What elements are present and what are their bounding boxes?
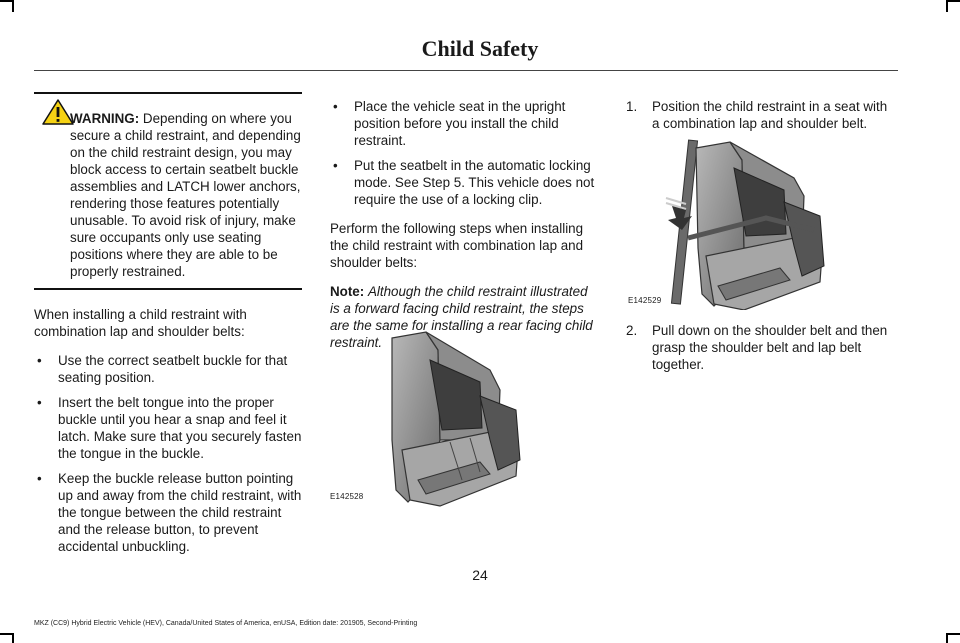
- warning-label: WARNING:: [70, 111, 140, 126]
- list-item: • Put the seatbelt in the automatic locking mode. See Step 5. This vehicle does not require the use of a locking clip.: [330, 157, 600, 208]
- column-right: [626, 98, 898, 142]
- steps-intro: Perform the following steps when installing the child restraint with combination lap and shoulder belts:: [330, 221, 584, 270]
- child-seat-belt-figure: [626, 138, 898, 310]
- step-text: Pull down on the shoulder belt and then grasp the shoulder belt and lap belt together.: [652, 323, 888, 372]
- child-seat-illustration: [330, 330, 600, 508]
- crop-mark: [946, 0, 948, 12]
- list-item: • Place the vehicle seat in the upright position before you install the child restraint.: [330, 98, 600, 149]
- page-number: 24: [472, 567, 488, 583]
- list-item: • Keep the buckle release button pointing up and away from the child restraint, with the tongue between the child restraint and the release button, to prevent accidental unbuckling.: [34, 470, 302, 555]
- footer-text: MKZ (CC9) Hybrid Electric Vehicle (HEV), Canada/United States of America, enUSA, Edition date: 201905, Second-Printing: [34, 620, 418, 627]
- numbered-list: [626, 98, 898, 132]
- child-seat-figure: [330, 330, 600, 508]
- figure-code: E142529: [628, 296, 662, 305]
- crop-mark: [0, 0, 12, 2]
- list-item: [626, 98, 898, 132]
- warning-triangle-icon: [42, 99, 74, 129]
- step-number: 2.: [626, 323, 638, 338]
- column-right-cont: [626, 322, 898, 383]
- step-number: 1.: [626, 99, 638, 114]
- list-item: [626, 322, 898, 373]
- bullet-list: [34, 352, 302, 555]
- down-arrow-icon: [664, 196, 698, 232]
- warning-body: Depending on where you secure a child restraint, and depending on the child restraint design, you may block access to certain seatbelt buckle assemblies and LATCH lower anchors, rendering those features potentially unusable. To avoid risk of injury, make sure occupants only use seating positions where they are able to be properly restrained.: [70, 111, 301, 279]
- note-text: Although the child restraint illustrated is a forward facing child restraint, the steps are the same for installing a rear facing child restraint.: [330, 284, 593, 350]
- crop-mark: [12, 0, 14, 12]
- warning-text: [34, 110, 302, 280]
- crop-mark: [12, 633, 14, 643]
- step-text: Position the child restraint in a seat with a combination lap and shoulder belt.: [652, 99, 888, 131]
- numbered-list: [626, 322, 898, 373]
- column-left: [34, 92, 302, 567]
- column-middle: [330, 98, 600, 363]
- header-rule: [34, 70, 898, 71]
- crop-mark: [946, 633, 948, 643]
- figure-code: E142528: [330, 492, 364, 501]
- crop-mark: [946, 633, 960, 635]
- page-title: Child Safety: [421, 36, 539, 61]
- warning-box: [34, 92, 302, 290]
- bullet-list: [330, 98, 600, 208]
- note-label: Note:: [330, 284, 365, 299]
- crop-mark: [0, 633, 12, 635]
- list-item: • Insert the belt tongue into the proper buckle until you hear a snap and feel it latch. Make sure that you securely fasten the tongue in the buckle.: [34, 394, 302, 462]
- crop-mark: [946, 0, 960, 2]
- list-item: • Use the correct seatbelt buckle for that seating position.: [34, 352, 302, 386]
- intro-paragraph: When installing a child restraint with combination lap and shoulder belts:: [34, 307, 247, 339]
